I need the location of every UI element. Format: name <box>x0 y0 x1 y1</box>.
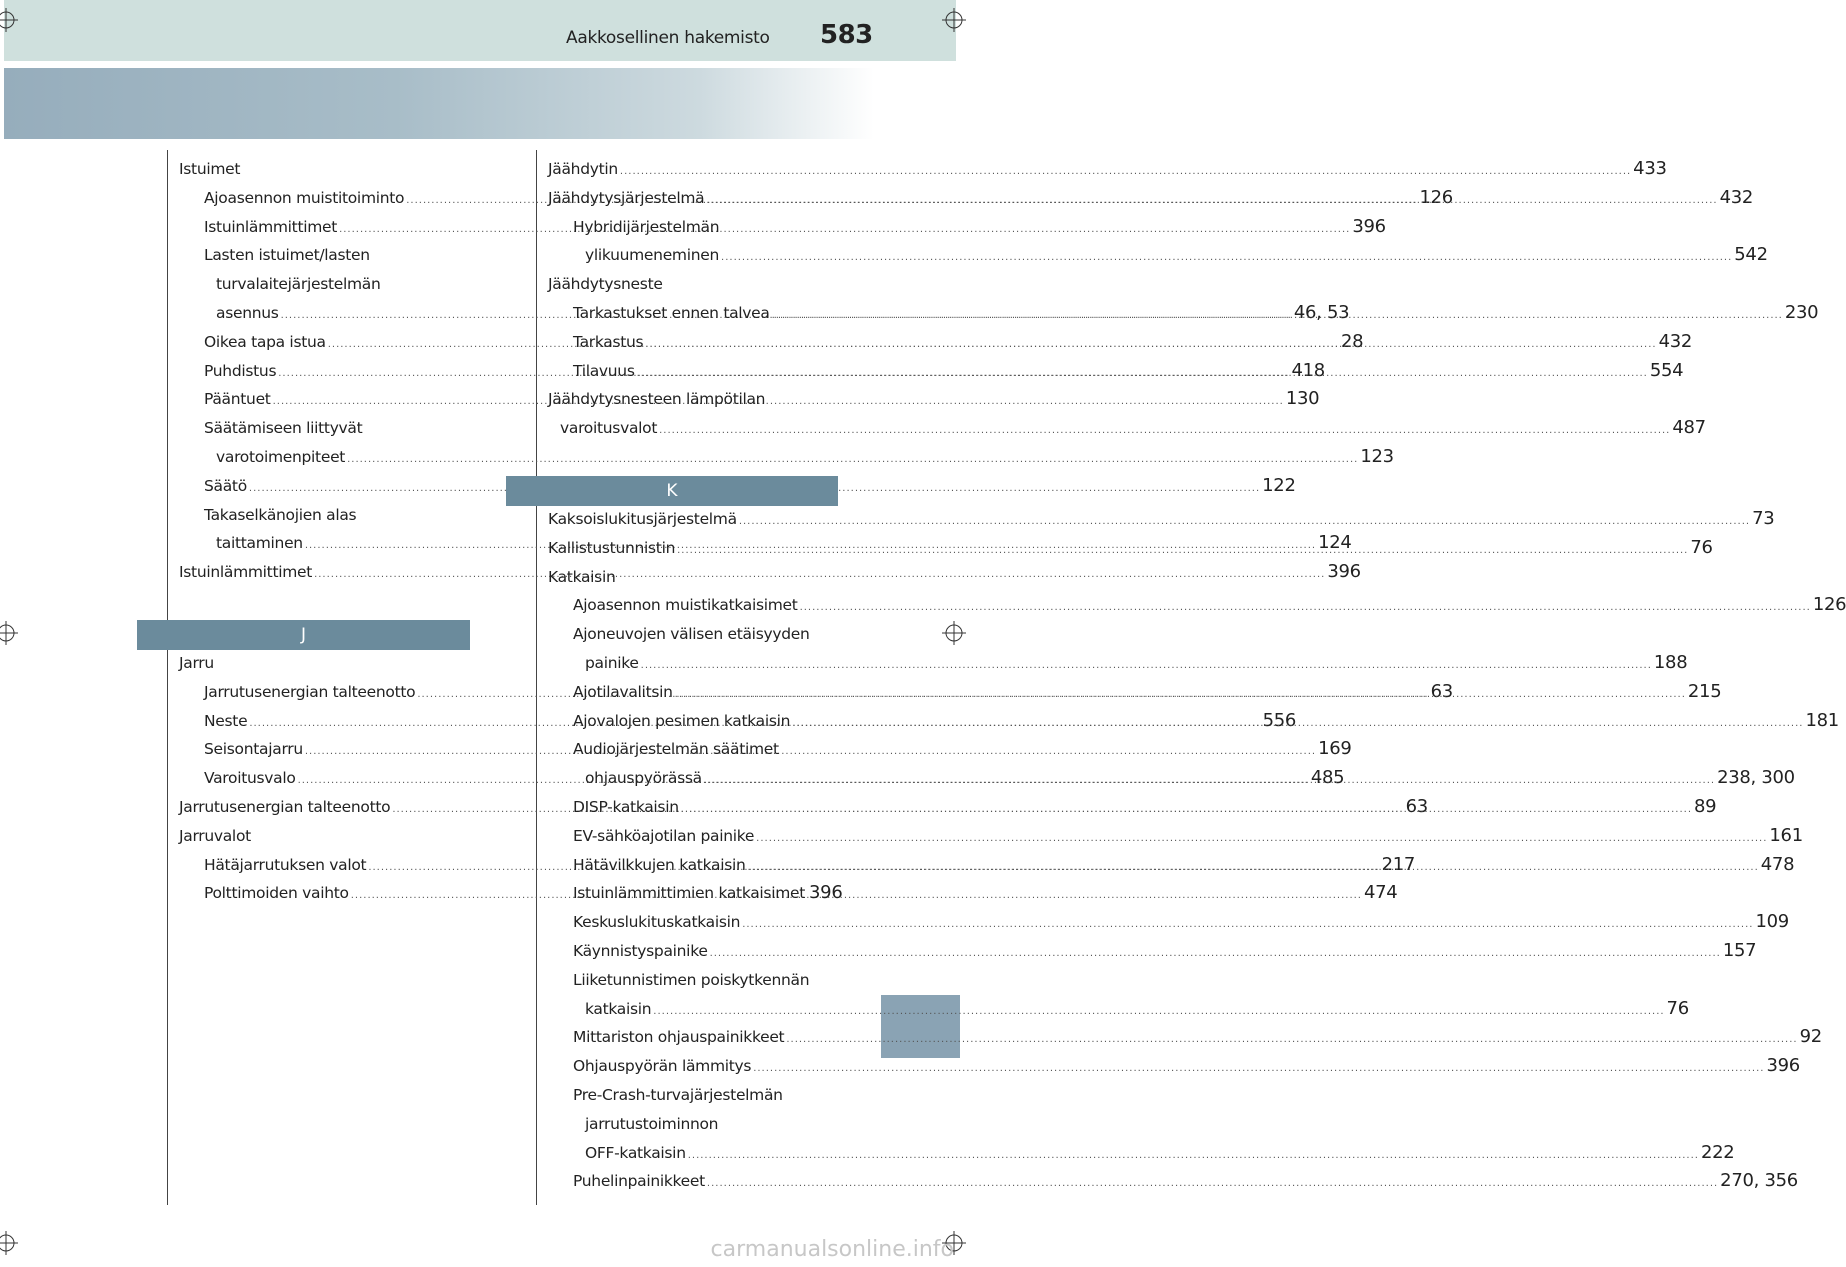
index-sub-entry <box>548 735 839 764</box>
index-page-ref: 478 <box>1760 853 1795 875</box>
index-page-ref: 217 <box>1381 853 1416 875</box>
index-page-ref: 432 <box>1719 186 1754 208</box>
dot-leader <box>681 796 1692 825</box>
index-entry-label: DISP-katkaisin <box>573 797 679 816</box>
index-entry-label: Istuinlämmittimet <box>204 217 338 236</box>
dot-leader <box>707 1170 1718 1199</box>
index-page-ref: 474 <box>1363 882 1398 904</box>
registration-mark-icon <box>942 8 966 32</box>
index-heading-entry <box>548 563 839 592</box>
index-entry-label: Ajovalojen pesimen katkaisin <box>573 711 791 730</box>
index-entry-label: Tarkastukset ennen talvea <box>573 303 770 322</box>
index-entry-label: EV-sähköajotilan painike <box>573 826 755 845</box>
index-page-ref: 89 <box>1694 795 1717 817</box>
index-entry-label: Kaksoislukitusjärjestelmä <box>548 510 737 528</box>
dot-leader <box>739 508 1750 537</box>
svg-text:carmanualsonline.info: carmanualsonline.info <box>710 1237 954 1262</box>
index-page-ref: 230 <box>1784 301 1819 323</box>
index-heading-entry <box>179 649 470 678</box>
dot-leader <box>637 360 1648 389</box>
index-heading-entry <box>548 155 1667 184</box>
index-entry-label: Istuimet <box>179 160 241 178</box>
index-heading-entry <box>548 270 839 299</box>
index-page-ref: 92 <box>1799 1026 1822 1048</box>
index-entry-label: turvalaitejärjestelmän <box>216 275 381 294</box>
index-page-ref: 556 <box>1262 709 1297 731</box>
index-entry-label: jarrutustoiminnon <box>585 1114 719 1133</box>
index-entry-label: Liiketunnistimen poiskytkennän <box>573 970 810 989</box>
header-banner <box>4 68 874 139</box>
index-entry-label: Ohjauspyörän lämmitys <box>573 1057 752 1076</box>
index-heading-entry <box>548 385 839 414</box>
index-page-ref: 542 <box>1734 244 1768 266</box>
registration-mark-icon <box>0 1231 18 1255</box>
index-page-ref: 222 <box>1700 1141 1735 1163</box>
index-entry-label: Säätämiseen liittyvät <box>204 419 363 438</box>
index-entry-label: Käynnistyspainike <box>573 941 708 960</box>
index-sub-entry <box>548 937 1757 966</box>
index-entry-label: Lasten istuimet/lasten <box>204 246 370 265</box>
index-page-ref: 181 <box>1805 709 1839 731</box>
dot-leader <box>772 302 1783 331</box>
index-entry-label: varoitusvalot <box>560 419 658 438</box>
index-page-ref: 109 <box>1755 911 1789 933</box>
index-entry-label: Jarrutusenergian talteenotto <box>179 797 391 816</box>
index-page-ref: 270, 356 <box>1720 1170 1798 1192</box>
header-title: Aakkosellinen hakemisto <box>566 28 770 48</box>
index-sub-entry <box>548 1081 839 1110</box>
dot-leader <box>756 825 1767 854</box>
dot-leader <box>748 854 1759 883</box>
index-page-ref: 123 <box>1360 445 1394 467</box>
index-page-ref: 157 <box>1722 939 1757 961</box>
index-page-ref: 126 <box>1812 594 1846 616</box>
index-entry-label: Jarrutusenergian talteenotto <box>204 682 416 701</box>
registration-mark-icon <box>942 621 966 645</box>
index-page-ref: 554 <box>1649 359 1684 381</box>
index-sub-entry <box>548 1139 1735 1168</box>
index-page-ref: 485 <box>1310 767 1345 789</box>
index-page-ref: 215 <box>1687 680 1722 702</box>
dot-leader <box>742 911 1753 940</box>
index-entry-label: Ajotilavalitsin <box>573 682 673 701</box>
index-heading-entry <box>548 505 1775 534</box>
page-number: 583 <box>820 20 873 50</box>
index-page-ref: 130 <box>1285 388 1320 410</box>
index-page-ref: 238, 300 <box>1717 767 1795 789</box>
registration-mark-icon <box>0 621 18 645</box>
index-page-ref: 432 <box>1658 330 1693 352</box>
dot-leader <box>786 1026 1797 1055</box>
section-header-j: J <box>137 620 470 650</box>
index-entry-label: asennus <box>216 303 279 322</box>
index-sub-entry <box>548 649 1688 678</box>
index-entry-label: Puhdistus <box>204 361 277 380</box>
dot-leader <box>677 537 1688 566</box>
index-heading-entry <box>179 155 470 184</box>
index-page-ref: 76 <box>1666 997 1689 1019</box>
dot-leader <box>351 882 1362 911</box>
dot-leader <box>710 940 1721 969</box>
index-heading-entry <box>179 822 470 851</box>
dot-leader <box>688 1142 1699 1171</box>
index-sub-entry <box>548 591 1846 620</box>
index-page-ref: 169 <box>1318 738 1352 760</box>
index-entry-label: Pre-Crash-turvajärjestelmän <box>573 1085 783 1104</box>
index-page-ref: 396 <box>1352 215 1386 237</box>
index-entry-label: Tarkastus <box>573 332 644 351</box>
index-entry-label: Puhelinpainikkeet <box>573 1172 705 1191</box>
index-page-ref: 418 <box>1291 359 1325 381</box>
index-entry-label: Mittariston ohjauspainikkeet <box>573 1028 785 1047</box>
index-sub-entry <box>548 879 843 908</box>
index-entry-label: Jäähdytysneste <box>548 275 663 294</box>
index-page-ref: 188 <box>1653 651 1688 673</box>
index-entry-label: Varoitusvalo <box>204 769 296 788</box>
index-sub-entry <box>179 443 1394 472</box>
index-entry-label: Jäähdytin <box>548 160 618 178</box>
index-entry-label: Tilavuus <box>573 361 635 380</box>
index-entry-label: Hätävilkkujen katkaisin <box>573 855 746 874</box>
index-sub-entry <box>179 472 1296 501</box>
index-entry-label: Pääntuet <box>204 390 271 409</box>
index-sub-entry <box>548 1023 1822 1052</box>
index-entry-label: Istuinlämmittimet <box>179 563 313 582</box>
index-sub-entry <box>179 241 470 270</box>
index-sub-entry <box>179 270 470 299</box>
index-entry-label: Seisontajarru <box>204 740 303 759</box>
index-entry-label: Ajoneuvojen välisen etäisyyden <box>573 625 810 644</box>
index-entry-label: Takaselkänojien alas <box>204 505 357 524</box>
dot-leader <box>653 998 1664 1027</box>
index-entry-label: Jäähdytysnesteen lämpötilan <box>548 390 766 409</box>
index-sub-entry <box>548 1052 1800 1081</box>
dot-leader <box>641 652 1652 681</box>
section-header-k: K <box>506 476 838 506</box>
index-entry-label: Ajoasennon muistikatkaisimet <box>573 596 798 615</box>
index-entry-label: Jäähdytysjärjestelmä <box>548 188 705 207</box>
index-entry-label: Hybridijärjestelmän <box>573 217 720 236</box>
index-entry-label: ohjauspyörässä <box>585 769 702 788</box>
header-bar <box>4 0 956 61</box>
index-entry-label: Jarruvalot <box>179 826 251 845</box>
column-rule-left <box>167 150 168 1205</box>
index-entry-label: OFF-katkaisin <box>585 1143 686 1162</box>
index-entry-label: Neste <box>204 711 248 730</box>
index-page-ref: 396 <box>1327 561 1361 583</box>
index-page-ref: 161 <box>1769 824 1803 846</box>
index-entry-label: Kallistustunnistin <box>548 538 676 557</box>
index-sub-entry <box>548 620 839 649</box>
dot-leader <box>339 216 1350 245</box>
index-sub-entry <box>548 414 1706 443</box>
index-page-ref: 487 <box>1672 417 1706 439</box>
registration-mark-icon <box>0 8 18 32</box>
watermark-logo <box>694 1234 956 1264</box>
index-entry-label: Oikea tapa istua <box>204 332 326 351</box>
dot-leader <box>659 417 1670 446</box>
index-sub-entry <box>179 414 470 443</box>
index-sub-entry <box>548 908 1789 937</box>
dot-leader <box>620 158 1631 187</box>
index-page-ref: 28 <box>1340 330 1364 352</box>
dot-leader <box>704 767 1715 796</box>
index-page-ref: 76 <box>1690 536 1713 558</box>
index-page-ref: 396 <box>809 882 843 904</box>
index-entry-label: Keskuslukituskatkaisin <box>573 913 741 932</box>
index-sub-entry <box>548 822 1803 851</box>
index-sub-entry <box>179 501 470 530</box>
dot-leader <box>347 446 1358 475</box>
dot-leader <box>675 681 1686 710</box>
index-sub-entry <box>548 995 1689 1024</box>
index-entry-label: Hätäjarrutuksen valot <box>204 855 367 874</box>
index-entry-label: katkaisin <box>585 999 652 1018</box>
dot-leader <box>721 244 1732 273</box>
dot-leader <box>753 1055 1764 1084</box>
dot-leader <box>800 594 1811 623</box>
index-page-ref: 124 <box>1318 532 1352 554</box>
index-page-ref: 73 <box>1752 508 1775 529</box>
index-page-ref: 433 <box>1633 158 1667 179</box>
index-page-ref: 396 <box>1766 1055 1800 1077</box>
index-entry-label: Katkaisin <box>548 567 616 586</box>
index-sub-entry <box>548 1167 1798 1196</box>
index-page-ref: 46, 53 <box>1293 301 1350 323</box>
index-entry-label: varotoimenpiteet <box>216 447 346 466</box>
index-entry-label: Audiojärjestelmän säätimet <box>573 740 779 759</box>
index-page-ref: 126 <box>1419 186 1453 208</box>
index-entry-label: Säätö <box>204 476 247 495</box>
index-page-ref: 122 <box>1262 474 1296 496</box>
dot-leader <box>706 187 1717 216</box>
index-sub-entry <box>548 966 839 995</box>
dot-leader <box>645 331 1656 360</box>
index-entry-label: Ajoasennon muistitoiminto <box>204 188 405 207</box>
index-page-ref: 63 <box>1430 680 1453 702</box>
index-entry-label: taittaminen <box>216 534 303 553</box>
index-entry-label: painike <box>585 653 639 672</box>
index-sub-entry <box>548 213 839 242</box>
index-sub-entry <box>548 241 1768 270</box>
index-page-ref: 63 <box>1405 795 1428 817</box>
index-entry-label: Istuinlämmittimien katkaisimet <box>573 884 806 903</box>
index-sub-entry <box>548 1110 839 1139</box>
index-entry-label: ylikuumeneminen <box>585 246 720 265</box>
dot-leader <box>792 710 1803 739</box>
index-entry-label: Jarru <box>179 654 214 672</box>
index-entry-label: Polttimoiden vaihto <box>204 884 349 903</box>
